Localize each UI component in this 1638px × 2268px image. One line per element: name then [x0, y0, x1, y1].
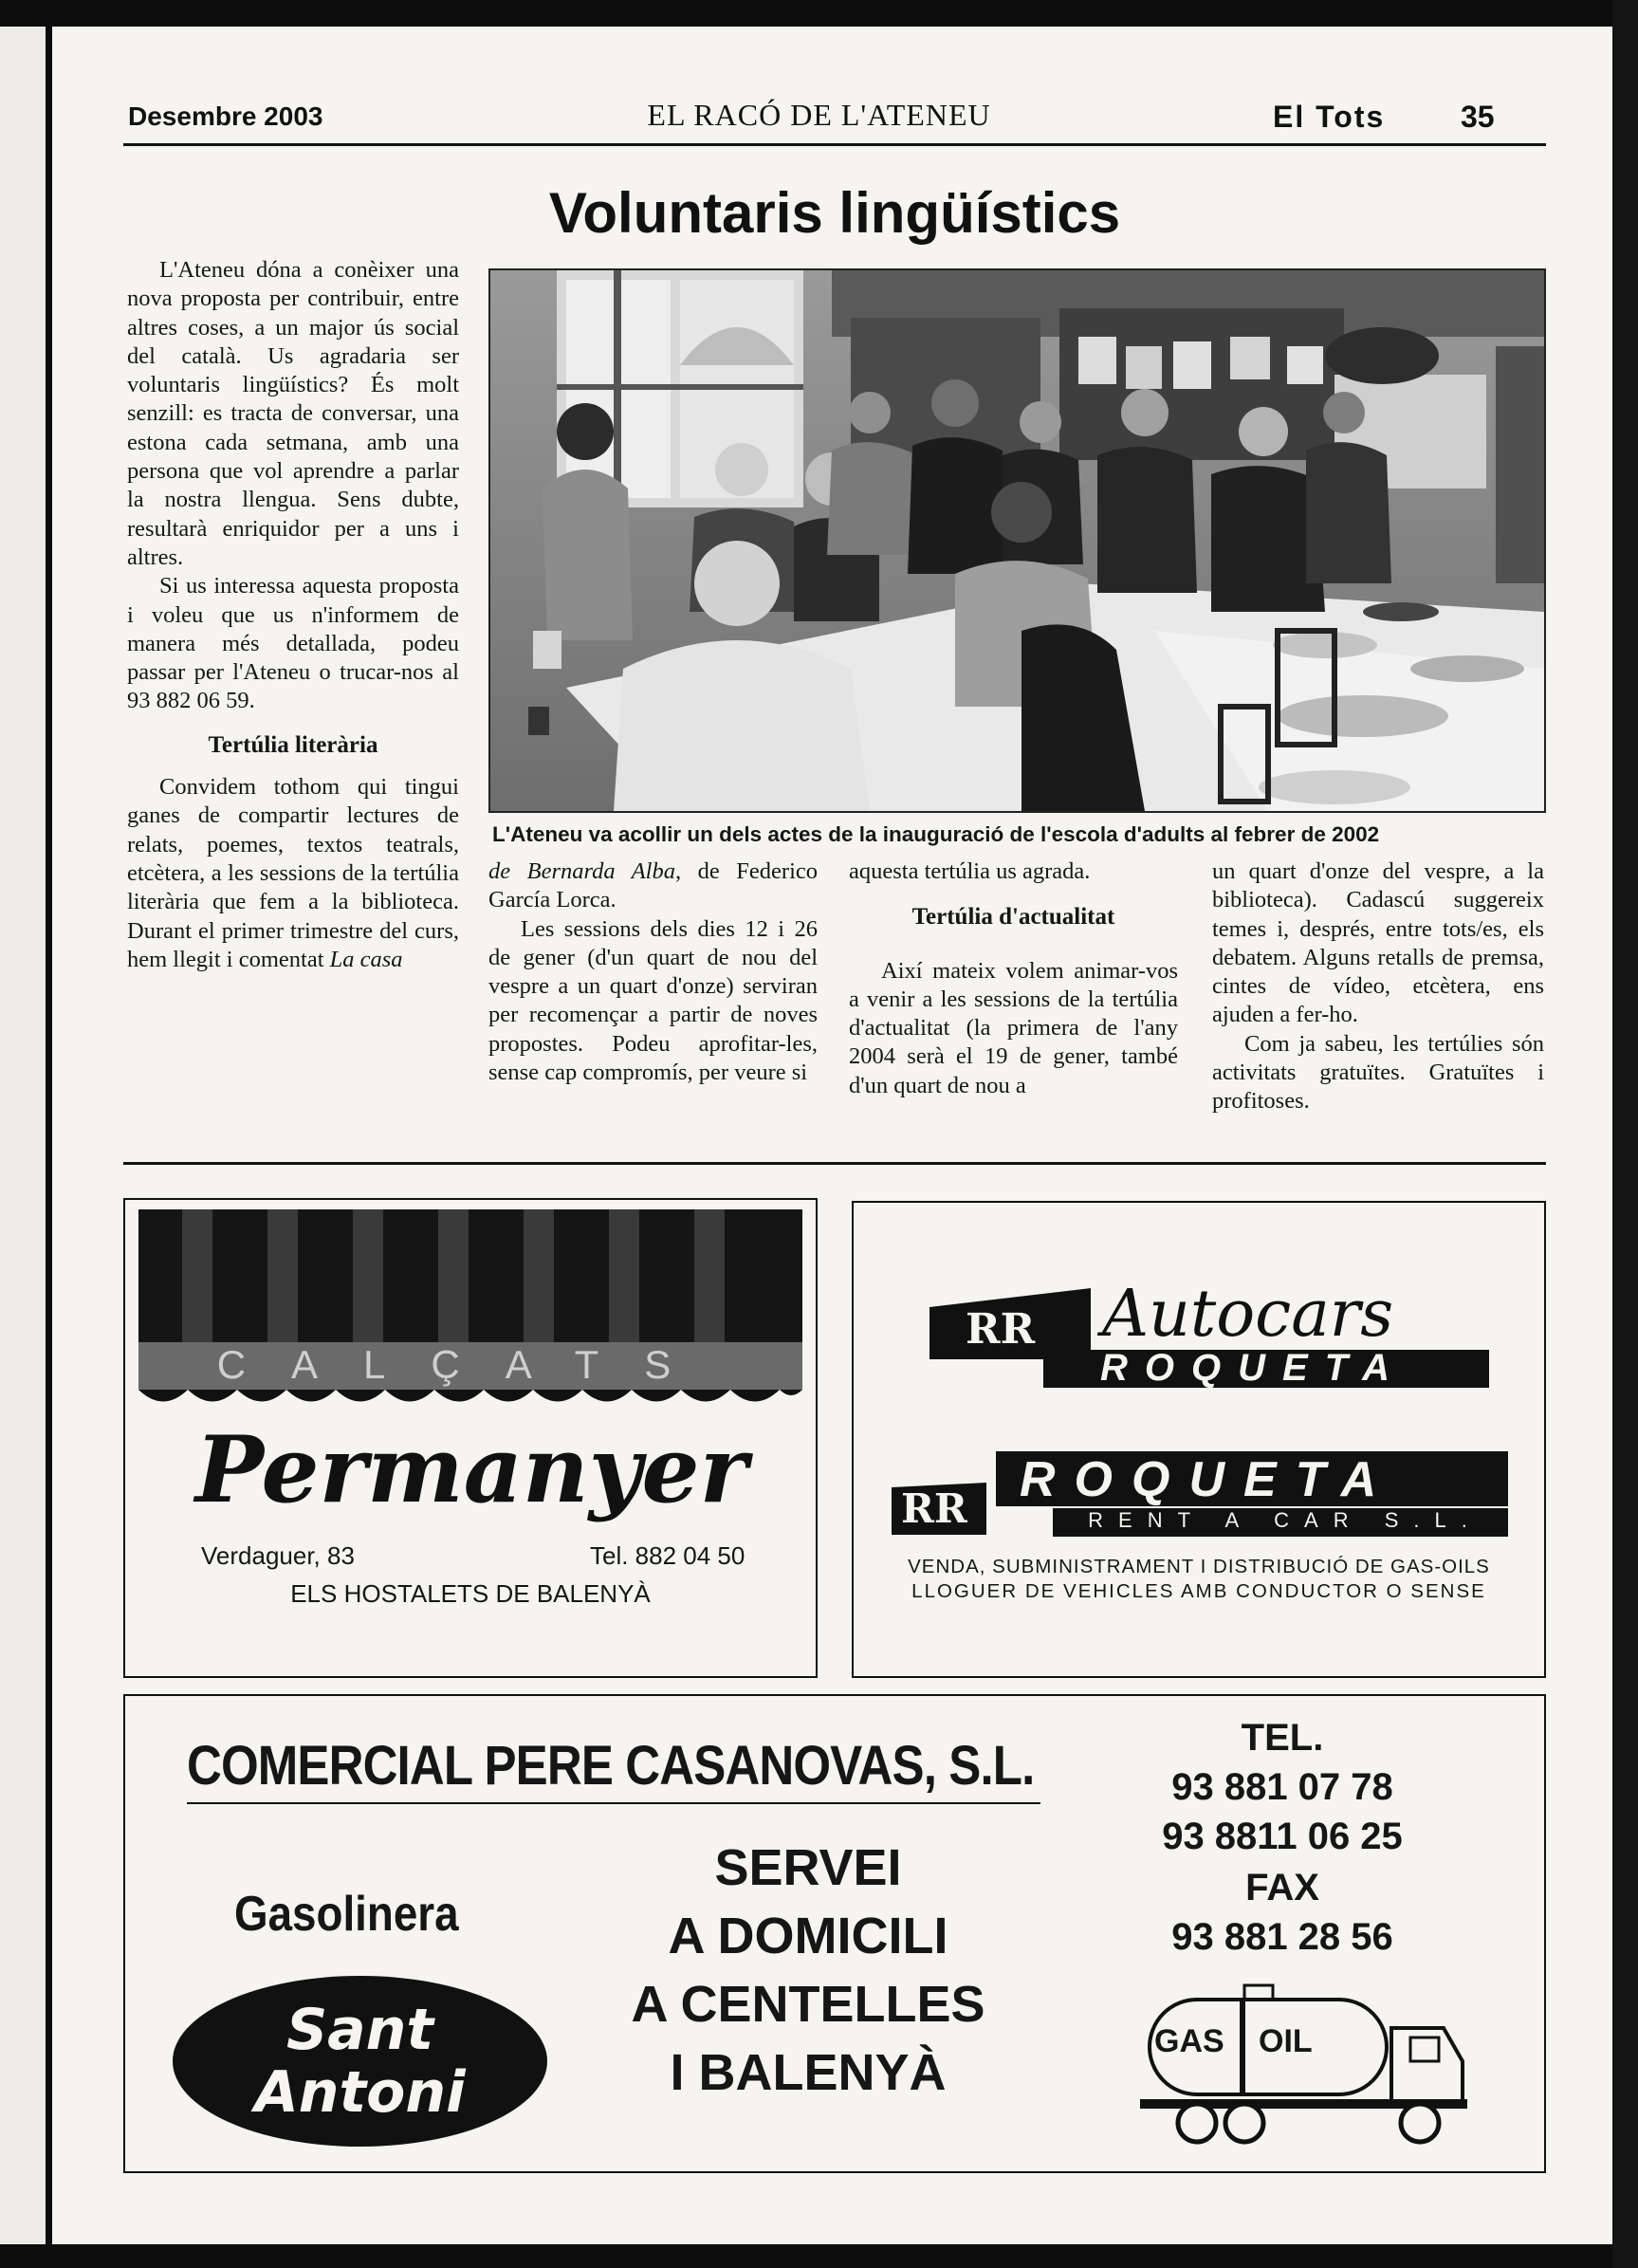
service-line-1: SERVEI	[714, 1839, 902, 1896]
subheading: Tertúlia d'actualitat	[911, 904, 1115, 931]
publication-title: EL RACÓ DE L'ATENEU	[647, 98, 991, 132]
truck-label-gas: GAS	[1154, 2023, 1224, 2059]
tanker-truck-icon	[1131, 1981, 1482, 2151]
book-title-italic: La casa	[329, 946, 403, 972]
awning-text: CALÇATS	[216, 1342, 717, 1387]
paragraph: Com ja sabeu, les tertúlies són activitats gratuïtes. Gratuïtes i profitoses.	[1212, 1030, 1544, 1115]
roqueta-name-bottom: ROQUETA	[1020, 1452, 1396, 1507]
permanyer-brand: Permanyer	[194, 1416, 748, 1523]
issue-date: Desembre 2003	[128, 101, 323, 131]
company-underline	[187, 1802, 1040, 1804]
logo-line-antoni: Antoni	[254, 2059, 466, 2126]
article-column-2	[488, 857, 818, 1087]
page-number: 35	[1461, 100, 1495, 134]
company-name: COMERCIAL PERE CASANOVAS, S.L.	[187, 1735, 1035, 1797]
roqueta-rental: LLOGUER DE VEHICLES AMB CONDUCTOR O SENSE	[911, 1580, 1486, 1602]
service-line-4: I BALENYÀ	[670, 2044, 947, 2101]
article-end-rule	[123, 1162, 1546, 1165]
paragraph	[488, 857, 818, 915]
book-title-italic: de Bernarda Alba	[488, 858, 675, 884]
article-column-1	[127, 256, 459, 974]
ad-casanovas	[123, 1694, 1546, 2173]
service-line-2: A DOMICILI	[668, 1908, 948, 1964]
scan-border	[1612, 0, 1638, 2268]
paragraph: Així mateix volem animar-vos a venir a les sessions de la tertúlia d'actualitat (la primera de l'any 2004 serà el 19 de gener, també d'un quart de nou a	[849, 957, 1178, 1098]
paragraph: Les sessions dels dies 12 i 26 de gener (d'un quart de nou del vespre a un quart d'onze) serviran per recomençar a partir de noves propostes. Podeu aprofitar-les, sense cap compromís, per veure si	[488, 915, 818, 1086]
paragraph-text: , de Federico García Lorca.	[488, 858, 818, 913]
truck-label-oil: OIL	[1259, 2023, 1313, 2059]
permanyer-phone: Tel. 882 04 50	[590, 1541, 745, 1570]
roqueta-logo-top: RR	[966, 1305, 1036, 1354]
rent-a-car-band: RENT A CAR S.L.	[1088, 1508, 1482, 1532]
header-rule	[123, 143, 1546, 146]
logo-line-sant: Sant	[285, 1997, 434, 2063]
paragraph-text: Convidem tothom qui tingui ganes de compartir lectures de relats, poemes, textos teatrals, etcètera, a les sessions de la tertúlia literària que fem a la biblioteca. Durant el primer trimestre del curs, hem llegit i comentat	[127, 774, 459, 972]
article-photo	[488, 268, 1546, 813]
fax-label: FAX	[1245, 1867, 1319, 1908]
autocars-script: Autocars	[1102, 1277, 1394, 1352]
paragraph: un quart d'onze del vespre, a la biblioteca). Cadascú suggereix temes i, després, entre tots/es, els debatem. Alguns retalls de premsa, cintes de vídeo, etcètera, ens ajuden a fer-ho.	[1212, 858, 1544, 1028]
permanyer-address: Verdaguer, 83	[201, 1541, 355, 1570]
subheading: Tertúlia literària	[208, 731, 378, 758]
permanyer-town: ELS HOSTALETS DE BALENYÀ	[290, 1579, 651, 1608]
phone-2: 93 8811 06 25	[1162, 1816, 1403, 1857]
roqueta-services: VENDA, SUBMINISTRAMENT I DISTRIBUCIÓ DE GAS-OILS	[908, 1556, 1490, 1577]
roqueta-name-top: ROQUETA	[1100, 1347, 1408, 1389]
article-column-3	[849, 857, 1178, 1100]
phone-1: 93 881 07 78	[1171, 1766, 1393, 1808]
service-line-3: A CENTELLES	[631, 1976, 985, 2033]
paragraph: L'Ateneu dóna a conèixer una nova proposta per contribuir, entre altres coses, a un major ús social del català. Us agradaria ser voluntaris lingüístics? És molt senzill: es tracta de conversar, una estona cada setmana, amb una persona que vol aprendre a parlar la nostra llengua. Sens dubte, resultarà enriquidor per a uns i altres.	[127, 257, 459, 570]
paragraph: aquesta tertúlia us agrada.	[849, 858, 1091, 884]
ad-roqueta	[852, 1201, 1546, 1678]
fax-number: 93 881 28 56	[1171, 1916, 1393, 1958]
previous-page-edge	[0, 27, 46, 2244]
gasolinera-label: Gasolinera	[234, 1887, 459, 1942]
tel-label: TEL.	[1241, 1717, 1324, 1759]
paragraph	[127, 773, 459, 974]
paragraph: Si us interessa aquesta proposta i voleu que us n'informem de manera més detallada, podeu passar per l'Ateneu o trucar-nos al 93 882 06 59.	[127, 573, 459, 714]
sant-antoni-logo	[173, 1976, 547, 2147]
section-name: El Tots	[1273, 100, 1386, 134]
article-column-4	[1212, 857, 1544, 1116]
photo-caption: L'Ateneu va acollir un dels actes de la inauguració de l'escola d'adults al febrer de 2002	[492, 822, 1380, 846]
article-headline: Voluntaris lingüístics	[548, 181, 1121, 245]
roqueta-logo-bottom: RR	[901, 1485, 967, 1532]
ad-permanyer	[123, 1198, 818, 1678]
